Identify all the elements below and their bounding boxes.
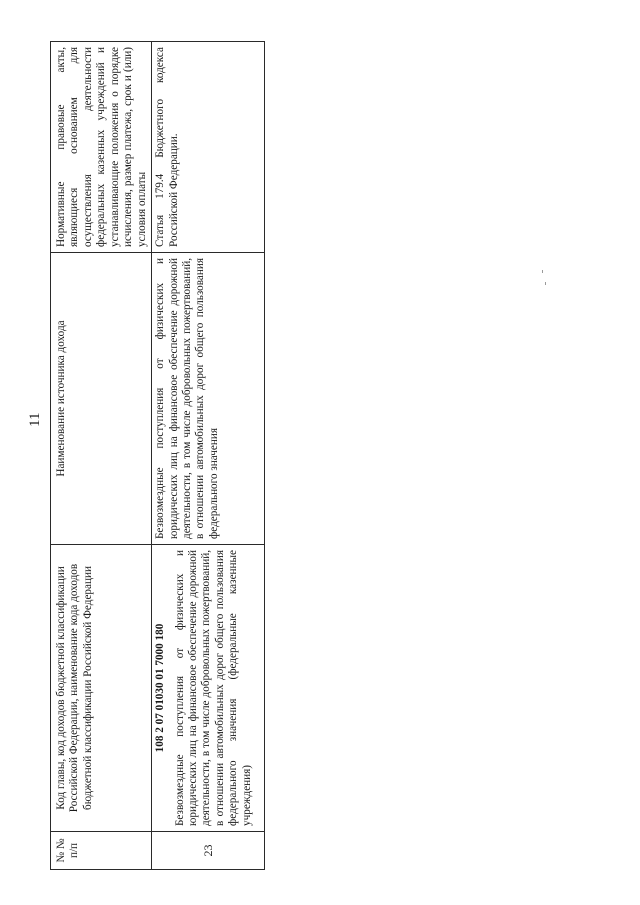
revenue-table bbox=[50, 41, 265, 870]
header-num: № № п/п bbox=[51, 832, 152, 870]
table-header-row bbox=[51, 42, 152, 870]
source-name: Безвозмездные поступления от физических и юридических лиц на финансовое обеспечение дорожной деятельности, в том числе добровольных пожертвований, в отношении автомобильных дорог общего пользования федерального значения bbox=[152, 253, 265, 545]
header-legal: Нормативные правовые акты, являющиеся основанием для осуществления деятельности федеральных казенных учреждений и устанавливающие положения о порядке исчисления, размер платежа, срок и (или) условия оплаты bbox=[51, 42, 152, 253]
page-number: 11 bbox=[27, 412, 43, 427]
legal-basis: Статья 179.4 Бюджетного кодекса Российской Федерации. bbox=[152, 42, 265, 253]
scan-speck bbox=[545, 282, 546, 285]
scan-speck bbox=[542, 270, 543, 273]
rotated-page-content bbox=[50, 42, 265, 870]
header-source: Наименование источника дохода bbox=[51, 253, 152, 545]
header-code: Код главы, код доходов бюджетной классификации Российской Федерации, наименование кода доходов бюджетной классификации Российской Федерации bbox=[51, 545, 152, 832]
budget-code: 108 2 07 01030 01 7000 180 bbox=[154, 623, 167, 753]
code-cell bbox=[152, 545, 265, 832]
row-number: 23 bbox=[152, 832, 265, 870]
table-row bbox=[152, 42, 265, 870]
code-description: Безвозмездные поступления от физических и юридических лиц на финансовое обеспечение дорожной деятельности, в том числе добровольных пожертвований, в отношении автомобильных дорог общего пользования федерального значения (федеральные казенные учреждения) bbox=[173, 550, 253, 826]
